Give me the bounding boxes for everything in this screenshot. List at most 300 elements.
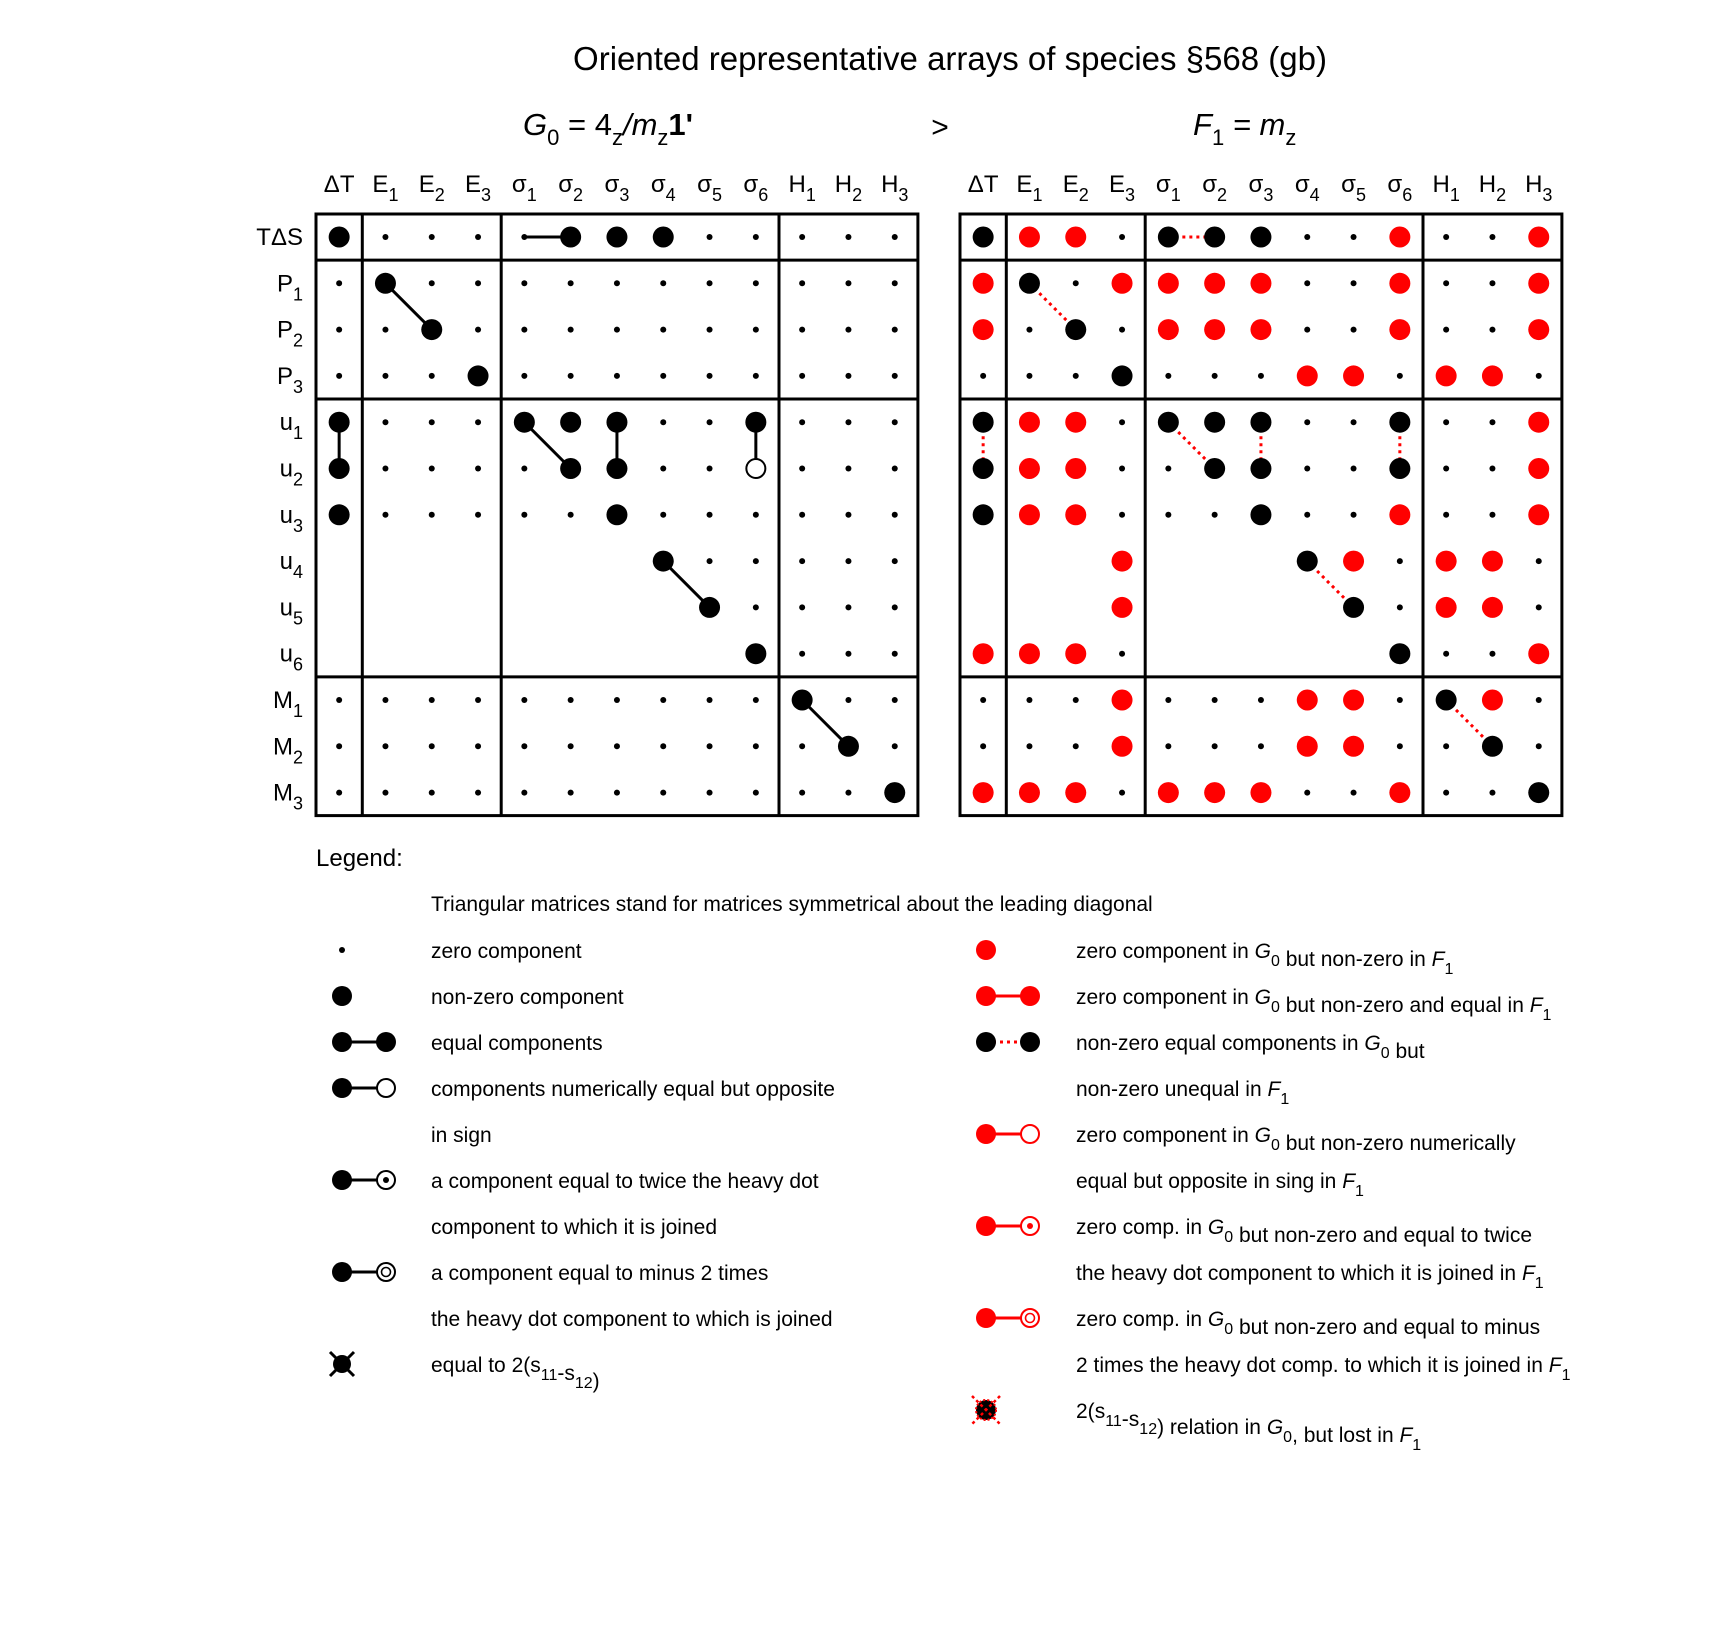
row-label-base: P bbox=[276, 316, 293, 344]
legend-opposite-pair-icon-open-dot bbox=[377, 1079, 395, 1097]
right-zero-dot bbox=[1304, 466, 1310, 472]
left-zero-dot bbox=[429, 280, 435, 286]
right-col-header bbox=[1479, 171, 1506, 205]
left-zero-dot bbox=[382, 327, 388, 333]
left-col-header bbox=[788, 171, 815, 205]
legend-opposite-pair-icon-heavy-dot bbox=[332, 1078, 352, 1098]
right-zero-dot bbox=[1304, 512, 1310, 518]
right-col-header-sub: 2 bbox=[1078, 185, 1089, 205]
legend-left-text bbox=[431, 1262, 768, 1285]
row-label-base: P bbox=[276, 270, 293, 298]
legend-left-text bbox=[431, 940, 582, 963]
left-col-header-sub: 2 bbox=[852, 185, 863, 205]
legend-right-text-symbol: F bbox=[1521, 1262, 1535, 1285]
legend-red-opposite-pair-icon-heavy-dot bbox=[976, 1124, 996, 1144]
right-red-dot bbox=[1250, 319, 1271, 340]
legend-twice-pair-icon-heavy-dot bbox=[332, 1170, 352, 1190]
right-red-dot bbox=[1019, 458, 1040, 479]
row-label bbox=[277, 270, 303, 304]
legend-right-text-symbol: G bbox=[1254, 1124, 1271, 1147]
left-zero-dot bbox=[660, 790, 666, 796]
legend-red-minus-two-pair-icon-open-dot bbox=[1021, 1309, 1039, 1327]
right-zero-dot bbox=[1258, 743, 1264, 749]
legend-right-text-sub: 0 bbox=[1270, 1137, 1280, 1154]
left-nonzero-dot bbox=[745, 643, 766, 664]
legend-right-text-symbol: F bbox=[1548, 1354, 1562, 1377]
left-col-header bbox=[743, 171, 768, 205]
left-zero-dot bbox=[753, 743, 759, 749]
right-zero-dot bbox=[980, 373, 986, 379]
legend-left-text-part: non-zero component bbox=[431, 986, 624, 1009]
left-zero-dot bbox=[753, 604, 759, 610]
group-left-sub3: z bbox=[657, 125, 669, 150]
left-nonzero-dot bbox=[560, 458, 581, 479]
legend-left-column bbox=[330, 940, 835, 1393]
right-zero-dot bbox=[1397, 743, 1403, 749]
left-col-header bbox=[512, 171, 537, 205]
left-col-header-sub: 2 bbox=[434, 185, 445, 205]
left-zero-dot bbox=[429, 743, 435, 749]
right-col-header-base: σ bbox=[1202, 171, 1218, 198]
left-col-header-base: σ bbox=[743, 171, 759, 198]
legend-left-text bbox=[431, 986, 624, 1009]
right-zero-dot bbox=[1212, 373, 1218, 379]
left-zero-dot bbox=[753, 697, 759, 703]
left-nonzero-dot bbox=[606, 458, 627, 479]
left-nonzero-dot bbox=[560, 227, 581, 248]
left-nonzero-dot bbox=[653, 227, 674, 248]
left-zero-dot bbox=[892, 419, 898, 425]
legend-black-dotted-pair-icon-heavy-dot bbox=[976, 1032, 996, 1052]
left-zero-dot bbox=[799, 373, 805, 379]
left-nonzero-dot bbox=[884, 782, 905, 803]
right-zero-dot bbox=[1397, 558, 1403, 564]
left-col-header-base: σ bbox=[558, 171, 574, 198]
right-red-dot bbox=[1112, 597, 1133, 618]
legend-equal-pair-icon-heavy-dot bbox=[332, 1032, 352, 1052]
left-zero-dot bbox=[382, 466, 388, 472]
legend-left-text-part: in sign bbox=[431, 1124, 492, 1147]
right-zero-dot bbox=[1258, 373, 1264, 379]
legend-right-text-symbol: G bbox=[1207, 1216, 1225, 1239]
left-zero-dot bbox=[799, 743, 805, 749]
right-col-header bbox=[1525, 171, 1552, 205]
left-zero-dot bbox=[660, 466, 666, 472]
left-zero-dot bbox=[475, 743, 481, 749]
right-red-dot bbox=[1158, 782, 1179, 803]
right-zero-dot bbox=[1351, 327, 1357, 333]
legend-right-text-sub: 0 bbox=[1380, 1045, 1390, 1062]
right-col-header bbox=[1063, 171, 1089, 205]
legend-left-text-symbol: s bbox=[530, 1354, 541, 1377]
legend-red-twice-pair-icon-inner-dot bbox=[1027, 1223, 1033, 1229]
legend-right-text-symbol: G bbox=[1207, 1308, 1225, 1331]
left-zero-dot bbox=[753, 512, 759, 518]
right-red-dot bbox=[1436, 597, 1457, 618]
right-zero-dot bbox=[1443, 327, 1449, 333]
right-red-dot bbox=[1389, 782, 1410, 803]
group-relation: > bbox=[931, 111, 949, 144]
left-zero-dot bbox=[707, 327, 713, 333]
legend-right-text-part: - bbox=[1121, 1408, 1129, 1431]
left-nonzero-dot bbox=[468, 365, 489, 386]
group-right-symbol: F bbox=[1193, 107, 1212, 142]
left-zero-dot bbox=[336, 280, 342, 286]
row-label-base: P bbox=[276, 362, 293, 390]
right-red-dot bbox=[1250, 273, 1271, 294]
left-col-header-sub: 2 bbox=[573, 185, 584, 205]
legend-big-dot-icon bbox=[332, 986, 352, 1006]
right-red-dot bbox=[1482, 597, 1503, 618]
right-red-dot bbox=[1204, 319, 1225, 340]
left-zero-dot bbox=[845, 512, 851, 518]
left-zero-dot bbox=[799, 327, 805, 333]
legend-right-text-part: non-zero unequal in bbox=[1076, 1078, 1268, 1101]
right-red-dot bbox=[1482, 551, 1503, 572]
left-zero-dot bbox=[799, 790, 805, 796]
right-col-header-base: σ bbox=[1387, 171, 1403, 198]
left-zero-dot bbox=[799, 512, 805, 518]
right-red-dot bbox=[1389, 227, 1410, 248]
row-label-sub: 2 bbox=[292, 330, 303, 351]
legend-right-text-symbol: F bbox=[1431, 948, 1445, 971]
right-zero-dot bbox=[1212, 697, 1218, 703]
right-red-dot bbox=[1112, 551, 1133, 572]
row-label-sub: 3 bbox=[292, 376, 303, 397]
legend-left-text-symbol: s bbox=[564, 1362, 575, 1385]
row-label bbox=[280, 594, 303, 628]
left-zero-dot bbox=[845, 558, 851, 564]
legend-right-text bbox=[1076, 1078, 1289, 1108]
legend-left-text-part: zero component bbox=[431, 940, 582, 963]
right-red-dot bbox=[973, 643, 994, 664]
legend-left-text-part: equal to 2( bbox=[431, 1354, 531, 1377]
right-zero-dot bbox=[1489, 466, 1495, 472]
legend-right-text-part: zero comp. in bbox=[1076, 1216, 1208, 1239]
group-left-heading bbox=[523, 107, 693, 150]
right-col-header-base: H bbox=[1432, 171, 1450, 198]
right-col-header-base: E bbox=[1109, 171, 1126, 198]
left-nonzero-dot bbox=[329, 504, 350, 525]
left-zero-dot bbox=[614, 790, 620, 796]
legend-right-text bbox=[1076, 940, 1453, 978]
left-col-header bbox=[835, 171, 862, 205]
left-zero-dot bbox=[429, 373, 435, 379]
left-zero-dot bbox=[799, 280, 805, 286]
left-zero-dot bbox=[521, 697, 527, 703]
right-red-dot bbox=[1343, 690, 1364, 711]
left-zero-dot bbox=[845, 373, 851, 379]
right-nonzero-dot bbox=[1250, 227, 1271, 248]
row-label-base: M bbox=[272, 779, 293, 807]
left-zero-dot bbox=[429, 790, 435, 796]
right-nonzero-dot bbox=[1297, 551, 1318, 572]
row-label bbox=[280, 548, 303, 582]
right-nonzero-dot bbox=[1528, 782, 1549, 803]
left-zero-dot bbox=[753, 790, 759, 796]
right-red-dot bbox=[1297, 690, 1318, 711]
right-nonzero-dot bbox=[1250, 458, 1271, 479]
left-zero-dot bbox=[614, 327, 620, 333]
page-title: Oriented representative arrays of species §568 (gb) bbox=[573, 40, 1327, 77]
left-nonzero-dot bbox=[329, 458, 350, 479]
left-zero-dot bbox=[892, 558, 898, 564]
right-nonzero-dot bbox=[1250, 412, 1271, 433]
row-label-sub: 3 bbox=[292, 793, 303, 814]
left-zero-dot bbox=[892, 743, 898, 749]
right-zero-dot bbox=[1073, 743, 1079, 749]
right-red-dot bbox=[1019, 227, 1040, 248]
legend-red-dot-icon bbox=[976, 940, 996, 960]
right-zero-dot bbox=[1443, 651, 1449, 657]
left-zero-dot bbox=[429, 512, 435, 518]
legend-left-text bbox=[431, 1216, 717, 1239]
left-zero-dot bbox=[845, 790, 851, 796]
right-nonzero-dot bbox=[1204, 227, 1225, 248]
row-label-sub: 3 bbox=[292, 515, 303, 536]
left-zero-dot bbox=[799, 604, 805, 610]
left-col-header bbox=[697, 171, 722, 205]
left-zero-dot bbox=[892, 512, 898, 518]
row-labels bbox=[256, 224, 303, 814]
legend-right-text-part: zero comp. in bbox=[1076, 1308, 1208, 1331]
group-right-sub2: z bbox=[1285, 125, 1297, 150]
legend-red-minus-two-pair-icon-heavy-dot bbox=[976, 1308, 996, 1328]
row-label-sub: 2 bbox=[292, 469, 303, 490]
left-col-header-sub: 6 bbox=[758, 185, 769, 205]
legend-right-text bbox=[1076, 1400, 1421, 1454]
legend-right-text bbox=[1076, 986, 1552, 1024]
right-zero-dot bbox=[1119, 419, 1125, 425]
right-col-header bbox=[1016, 171, 1042, 205]
legend-right-text-symbol: G bbox=[1254, 940, 1271, 963]
right-zero-dot bbox=[1304, 790, 1310, 796]
right-nonzero-dot bbox=[973, 412, 994, 433]
right-col-header-sub: 1 bbox=[1449, 185, 1460, 205]
left-zero-dot bbox=[660, 327, 666, 333]
left-col-header-base: σ bbox=[604, 171, 620, 198]
legend-right-text-part: zero component in bbox=[1076, 940, 1255, 963]
right-zero-dot bbox=[1351, 234, 1357, 240]
left-zero-dot bbox=[707, 558, 713, 564]
row-label-base: u bbox=[279, 548, 293, 576]
right-red-dot bbox=[1019, 412, 1040, 433]
group-left-eq: = 4 bbox=[559, 107, 612, 142]
right-zero-dot bbox=[1351, 419, 1357, 425]
left-zero-dot bbox=[660, 743, 666, 749]
legend-left-text-part: - bbox=[557, 1362, 565, 1385]
right-zero-dot bbox=[1397, 697, 1403, 703]
legend-red-twice-pair-icon-heavy-dot bbox=[976, 1216, 996, 1236]
left-col-header-sub: 3 bbox=[619, 185, 630, 205]
legend-right-text-part: zero component in bbox=[1076, 1124, 1255, 1147]
legend-left-text bbox=[431, 1078, 835, 1101]
right-zero-dot bbox=[980, 743, 986, 749]
right-nonzero-dot bbox=[1389, 643, 1410, 664]
group-right-eq: = m bbox=[1224, 107, 1286, 142]
right-red-dot bbox=[1112, 736, 1133, 757]
right-red-dot bbox=[1528, 273, 1549, 294]
row-label bbox=[280, 502, 303, 536]
left-zero-dot bbox=[845, 327, 851, 333]
legend-right-text-symbol: F bbox=[1267, 1078, 1281, 1101]
right-red-dot bbox=[1250, 782, 1271, 803]
legend-left-text-part: a component equal to twice the heavy dot bbox=[431, 1170, 819, 1193]
right-nonzero-dot bbox=[973, 227, 994, 248]
left-zero-dot bbox=[614, 697, 620, 703]
left-zero-dot bbox=[799, 558, 805, 564]
legend-right-text bbox=[1076, 1170, 1364, 1200]
right-col-header-sub: 1 bbox=[1170, 185, 1181, 205]
right-red-dot bbox=[973, 273, 994, 294]
left-nonzero-dot bbox=[375, 273, 396, 294]
row-label bbox=[273, 780, 303, 814]
left-zero-dot bbox=[707, 743, 713, 749]
left-zero-dot bbox=[707, 790, 713, 796]
right-zero-dot bbox=[1026, 327, 1032, 333]
left-zero-dot bbox=[336, 743, 342, 749]
left-col-header bbox=[419, 171, 445, 205]
right-nonzero-dot bbox=[1019, 273, 1040, 294]
matrix-right bbox=[960, 171, 1562, 816]
right-red-dot bbox=[1112, 273, 1133, 294]
legend-right-text-part: but bbox=[1389, 1040, 1425, 1063]
left-nonzero-dot bbox=[699, 597, 720, 618]
left-zero-dot bbox=[521, 234, 527, 240]
right-zero-dot bbox=[1536, 373, 1542, 379]
right-col-header-sub: 3 bbox=[1542, 185, 1553, 205]
right-nonzero-dot bbox=[1343, 597, 1364, 618]
row-label bbox=[280, 456, 303, 490]
row-label bbox=[277, 317, 303, 351]
left-nonzero-dot bbox=[421, 319, 442, 340]
right-col-header-base: H bbox=[1478, 171, 1497, 198]
legend-right-text-part: 2 times the heavy dot comp. to which it is joined in bbox=[1076, 1354, 1549, 1377]
legend-right-text-part: 2( bbox=[1076, 1400, 1095, 1423]
right-nonzero-dot bbox=[1436, 690, 1457, 711]
right-zero-dot bbox=[1165, 743, 1171, 749]
left-zero-dot bbox=[707, 234, 713, 240]
left-zero-dot bbox=[336, 697, 342, 703]
left-col-header-sub: 1 bbox=[388, 185, 399, 205]
left-zero-dot bbox=[892, 373, 898, 379]
left-col-header-base: E bbox=[372, 171, 389, 198]
right-zero-dot bbox=[1165, 373, 1171, 379]
legend-red-opposite-pair-icon-open-dot bbox=[1021, 1125, 1039, 1143]
right-col-header-sub: 3 bbox=[1263, 185, 1274, 205]
left-zero-dot bbox=[382, 512, 388, 518]
left-zero-dot bbox=[382, 234, 388, 240]
left-zero-dot bbox=[429, 234, 435, 240]
right-col-header bbox=[1156, 171, 1181, 205]
right-col-header-base: ΔT bbox=[967, 171, 999, 198]
legend-black-dotted-pair-icon-second-dot bbox=[1020, 1032, 1040, 1052]
row-label-sub: 1 bbox=[292, 423, 303, 444]
left-zero-dot bbox=[568, 697, 574, 703]
right-zero-dot bbox=[1258, 697, 1264, 703]
row-label bbox=[280, 409, 303, 443]
legend-left-text bbox=[431, 1308, 833, 1331]
right-red-dot bbox=[1528, 319, 1549, 340]
legend-minus-two-pair-icon-open-dot bbox=[377, 1263, 395, 1281]
legend-right-text-part: but non-zero in bbox=[1279, 948, 1432, 971]
legend-left-text-part: a component equal to minus 2 times bbox=[431, 1262, 769, 1285]
left-col-header-base: H bbox=[834, 171, 853, 198]
left-nonzero-dot bbox=[606, 412, 627, 433]
right-red-dot bbox=[1065, 412, 1086, 433]
left-col-header bbox=[881, 171, 908, 205]
right-zero-dot bbox=[1165, 697, 1171, 703]
right-nonzero-dot bbox=[1112, 365, 1133, 386]
left-col-header bbox=[372, 171, 398, 205]
left-zero-dot bbox=[799, 651, 805, 657]
right-zero-dot bbox=[1443, 234, 1449, 240]
left-zero-dot bbox=[521, 280, 527, 286]
legend-left-text bbox=[431, 1124, 492, 1147]
right-nonzero-dot bbox=[1158, 227, 1179, 248]
right-red-dot bbox=[1528, 458, 1549, 479]
right-col-header bbox=[1295, 171, 1320, 205]
right-col-header-base: σ bbox=[1155, 171, 1171, 198]
row-label-base: M bbox=[272, 733, 293, 761]
row-label-base: TΔS bbox=[256, 224, 303, 251]
left-zero-dot bbox=[753, 234, 759, 240]
left-nonzero-dot bbox=[745, 412, 766, 433]
right-col-header-base: σ bbox=[1294, 171, 1310, 198]
legend-red-equal-pair-icon-heavy-dot bbox=[976, 986, 996, 1006]
right-zero-dot bbox=[1119, 651, 1125, 657]
right-red-dot bbox=[1065, 227, 1086, 248]
right-col-header-base: σ bbox=[1248, 171, 1264, 198]
right-zero-dot bbox=[1489, 790, 1495, 796]
legend-equal-pair-icon-second-dot bbox=[376, 1032, 396, 1052]
left-zero-dot bbox=[799, 466, 805, 472]
legend-right-text-sub: 0 bbox=[1224, 1229, 1234, 1246]
left-col-header-base: H bbox=[881, 171, 899, 198]
left-zero-dot bbox=[614, 280, 620, 286]
left-zero-dot bbox=[475, 697, 481, 703]
left-zero-dot bbox=[892, 234, 898, 240]
legend-right-text-part: non-zero equal components in bbox=[1076, 1032, 1365, 1055]
right-zero-dot bbox=[1443, 790, 1449, 796]
left-zero-dot bbox=[753, 327, 759, 333]
right-nonzero-dot bbox=[1204, 458, 1225, 479]
legend-heading: Legend: bbox=[316, 845, 403, 872]
left-nonzero-dot bbox=[606, 227, 627, 248]
right-zero-dot bbox=[1212, 743, 1218, 749]
right-zero-dot bbox=[1351, 790, 1357, 796]
legend-right-text-sub: 11 bbox=[1105, 1413, 1122, 1430]
right-zero-dot bbox=[1304, 419, 1310, 425]
legend-right-text-part: but non-zero and equal to minus bbox=[1233, 1316, 1541, 1339]
right-red-dot bbox=[1158, 319, 1179, 340]
right-zero-dot bbox=[1443, 419, 1449, 425]
legend-left-text-sub: 12 bbox=[574, 1375, 593, 1392]
left-zero-dot bbox=[892, 604, 898, 610]
left-col-header-base: H bbox=[788, 171, 806, 198]
legend-right-text-sub: 1 bbox=[1542, 1007, 1552, 1024]
right-col-header-sub: 4 bbox=[1309, 185, 1320, 205]
right-col-header-sub: 3 bbox=[1125, 185, 1136, 205]
right-zero-dot bbox=[1489, 419, 1495, 425]
left-zero-dot bbox=[845, 604, 851, 610]
right-zero-dot bbox=[1165, 512, 1171, 518]
left-zero-dot bbox=[707, 697, 713, 703]
group-left-symbol: G bbox=[523, 107, 548, 142]
left-zero-dot bbox=[892, 280, 898, 286]
group-right-formula bbox=[1193, 107, 1296, 150]
legend-right-text-sub: 1 bbox=[1412, 1437, 1422, 1454]
